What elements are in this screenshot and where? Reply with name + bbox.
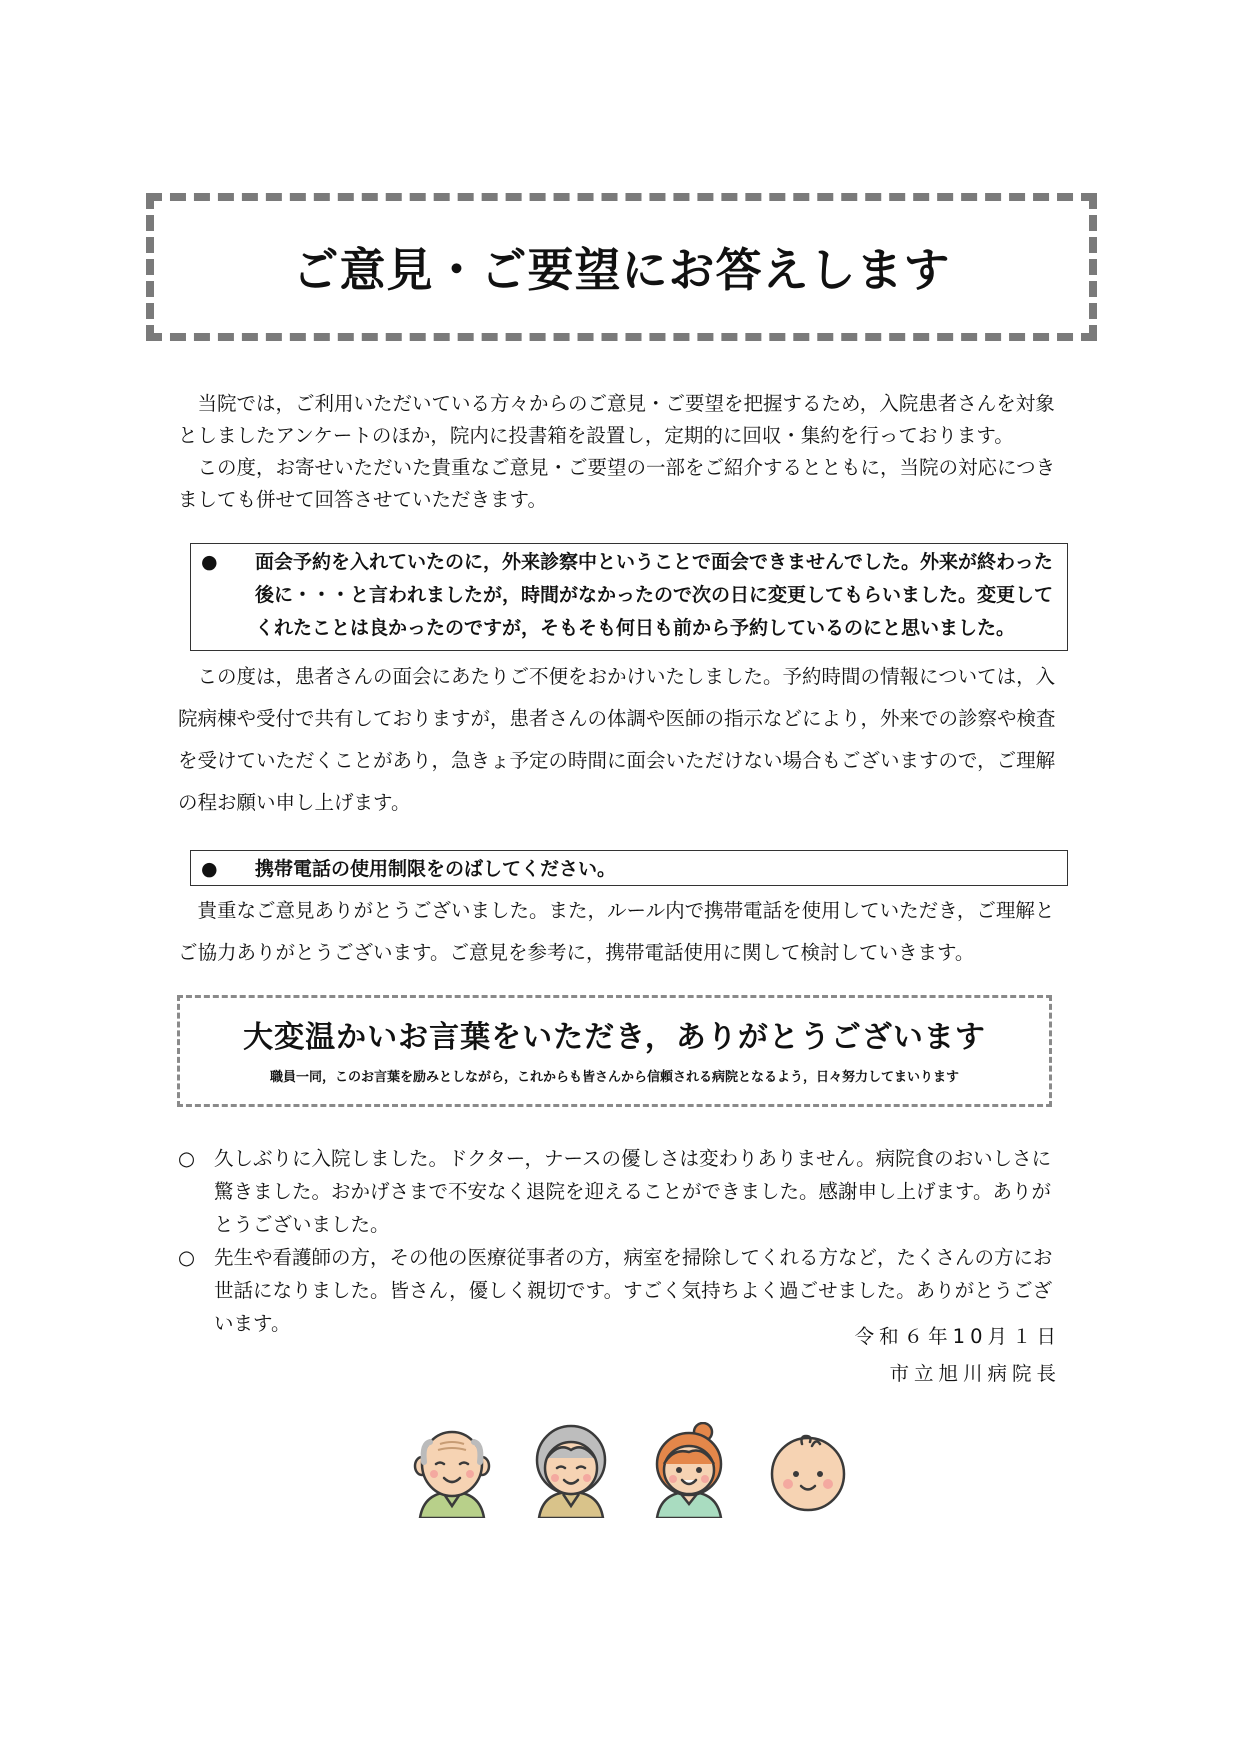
thanks-box [177,995,1052,1107]
intro-paragraph-2: この度，お寄せいただいた貴重なご意見・ご要望の一部をご紹介するとともに，当院の対応につきましても併せて回答させていただきます。 [178,456,1056,511]
elderly-man-icon [410,1422,494,1518]
thanks-heading: 大変温かいお言葉をいただき，ありがとうございます [243,1020,986,1055]
question-text-1: 面会予約を入れていたのに，外来診察中ということで面会できませんでした。外来が終わった後に・・・と言われましたが，時間がなかったので次の日に変更してもらいました。変更してくれたことは良かったのですが，そもそも何日も前から予約しているのにと思いました。 [255,551,1054,639]
circle-bullet-icon: ○ [178,1147,196,1170]
signature-block [855,1318,1061,1392]
comment-list [178,1142,1068,1340]
elderly-woman-icon [529,1422,613,1518]
circle-bullet-icon: ○ [178,1246,196,1269]
young-woman-icon [647,1422,731,1518]
signature-date: 令和６年10月１日 [854,1325,1061,1348]
answer-text-2: 貴重なご意見ありがとうございました。また，ルール内で携帯電話を使用していただき，ご理解とご協力ありがとうございます。ご意見を参考に，携帯電話使用に関して検討していきます。 [178,899,1055,964]
intro-paragraph-1: 当院では，ご利用いただいている方々からのご意見・ご要望を把握するため，入院患者さんを対象としましたアンケートのほか，院内に投書箱を設置し，定期的に回収・集約を行っております。 [178,392,1055,447]
title-box [146,193,1097,341]
answer-section-2 [178,890,1068,974]
signature-author: 市立旭川病院長 [889,1362,1061,1385]
illustration-row [410,1418,850,1518]
intro-section [178,388,1068,516]
list-item [178,1142,1068,1241]
bullet-icon: ● [201,551,218,573]
comment-text-2: 先生や看護師の方，その他の医療従事者の方，病室を掃除してくれる方など，たくさんの方にお世話になりました。皆さん，優しく親切です。すごく気持ちよく過ごせました。ありがとうございます。 [214,1246,1053,1335]
question-box-2 [190,850,1068,886]
question-box-1 [190,543,1068,651]
page-title: ご意見・ご要望にお答えします [292,243,951,297]
baby-icon [766,1422,850,1518]
answer-section-1 [178,656,1068,824]
bullet-icon: ● [201,858,218,880]
comment-text-1: 久しぶりに入院しました。ドクター，ナースの優しさは変わりありません。病院食のおいしさに驚きました。おかげさまで不安なく退院を迎えることができました。感謝申し上げます。ありがとうございました。 [214,1147,1052,1236]
question-text-2: 携帯電話の使用制限をのばしてください。 [255,858,617,880]
answer-text-1: この度は，患者さんの面会にあたりご不便をおかけいたしました。予約時間の情報については，入院病棟や受付で共有しておりますが，患者さんの体調や医師の指示などにより，外来での診察や検査を受けていただくことがあり，急きょ予定の時間に面会いただけない場合もございますので，ご理解の程お願い申し上げます。 [178,665,1056,814]
thanks-subtext: 職員一同，このお言葉を励みとしながら，これからも皆さんから信頼される病院となるよう，日々努力してまいります [269,1070,959,1085]
